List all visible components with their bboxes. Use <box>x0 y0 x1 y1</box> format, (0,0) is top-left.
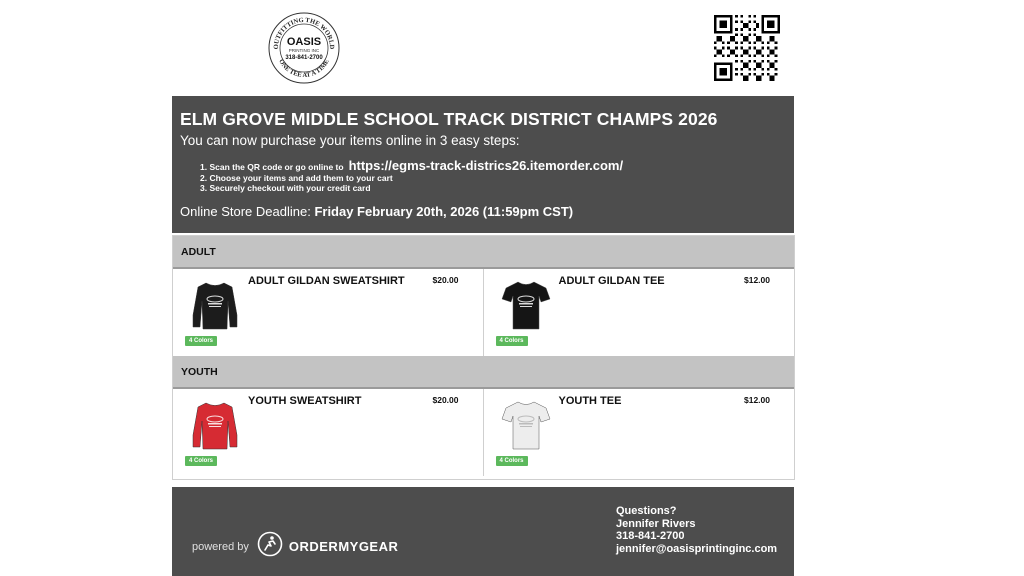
tee-image[interactable] <box>500 397 552 453</box>
product-row <box>173 389 794 476</box>
product-price: $20.00 <box>432 395 459 405</box>
store-info-panel <box>172 96 794 233</box>
step-2: 2. Choose your items and add them to your cart <box>200 172 393 183</box>
sweatshirt-image[interactable] <box>189 277 241 333</box>
colors-badge: 4 Colors <box>496 336 528 346</box>
section-header-youth: YOUTH <box>173 356 794 389</box>
product-name[interactable]: YOUTH SWEATSHIRT <box>248 395 362 407</box>
store-intro: You can now purchase your items online in 3 easy steps: <box>180 133 520 148</box>
contact-phone[interactable]: 318-841-2700 <box>616 530 685 542</box>
deadline <box>180 204 786 220</box>
tee-image[interactable] <box>500 277 552 333</box>
deadline-value: Friday February 20th, 2026 (11:59pm CST) <box>314 203 574 219</box>
product-card[interactable] <box>173 389 484 476</box>
product-catalog <box>172 235 795 480</box>
section-header-adult: ADULT <box>173 236 794 269</box>
logo-sub: PRINTING INC <box>288 48 320 53</box>
steps-list <box>200 158 786 194</box>
product-row <box>173 269 794 356</box>
sweatshirt-image[interactable] <box>189 397 241 453</box>
product-name[interactable]: YOUTH TEE <box>558 395 622 407</box>
product-card[interactable] <box>173 269 484 356</box>
footer <box>172 487 794 576</box>
contact-info <box>616 505 777 555</box>
store-url-link[interactable]: https://egms-track-districs26.itemorder.com/ <box>348 158 624 173</box>
colors-badge: 4 Colors <box>185 336 217 346</box>
product-name[interactable]: ADULT GILDAN SWEATSHIRT <box>248 275 405 287</box>
powered-by-label: powered by <box>192 540 249 553</box>
powered-by[interactable] <box>192 531 398 562</box>
qr-code[interactable] <box>714 15 780 81</box>
logo-phone: 318-841-2700 <box>285 55 323 61</box>
contact-email[interactable]: jennifer@oasisprintinginc.com <box>616 542 778 555</box>
product-card[interactable] <box>484 389 795 476</box>
step-3: 3. Securely checkout with your credit card <box>200 183 371 193</box>
product-price: $20.00 <box>432 275 459 285</box>
logo-ring-top: OUTFITTING THE WORLD <box>272 16 336 50</box>
ordermygear-brand: ORDERMYGEAR <box>288 539 399 554</box>
colors-badge: 4 Colors <box>185 456 217 466</box>
product-card[interactable] <box>484 269 795 356</box>
deadline-label: Online Store Deadline: <box>180 203 311 219</box>
logo-name: OASIS <box>286 36 322 48</box>
store-title: ELM GROVE MIDDLE SCHOOL TRACK DISTRICT CHAMPS 2026 <box>180 109 718 129</box>
product-price: $12.00 <box>744 395 770 405</box>
oasis-logo <box>268 12 340 84</box>
product-price: $12.00 <box>744 275 770 285</box>
contact-heading: Questions? <box>616 505 677 517</box>
logo-ring-bottom: ONE TEE AT A TIME <box>277 58 331 80</box>
contact-name: Jennifer Rivers <box>616 517 696 530</box>
colors-badge: 4 Colors <box>496 456 528 466</box>
step-1: 1. Scan the QR code or go online to https://egms-track-districs26.itemorder.com/ <box>200 158 624 173</box>
product-name[interactable]: ADULT GILDAN TEE <box>558 275 665 287</box>
ordermygear-logo-icon <box>257 531 283 562</box>
